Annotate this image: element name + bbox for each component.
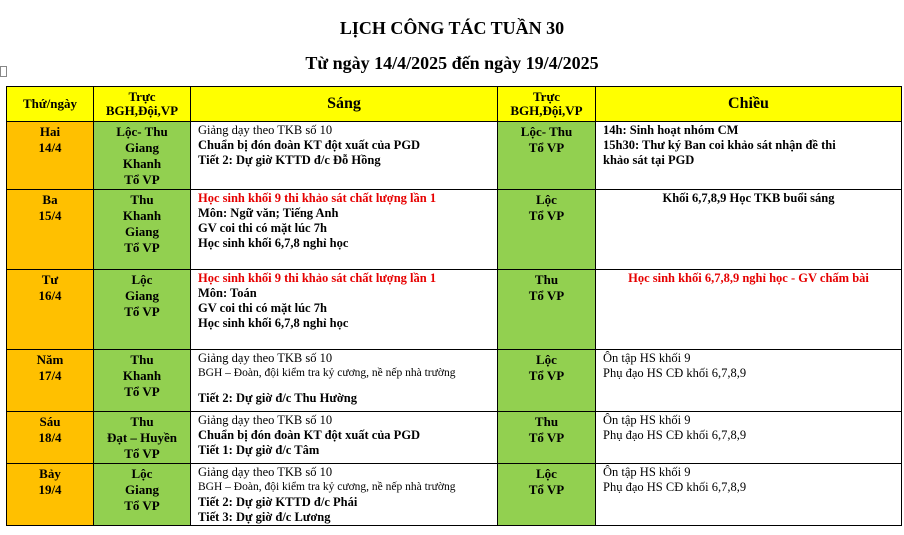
day-cell bbox=[7, 350, 94, 412]
morning-cell-line: GV coi thi có mặt lúc 7h bbox=[198, 301, 327, 315]
afternoon-cell-line: Ôn tập HS khối 9 bbox=[603, 465, 691, 479]
morning-cell-line: Học sinh khối 9 thi khảo sát chất lượng lần 1 bbox=[198, 271, 437, 285]
col-header-afternoon: Chiều bbox=[596, 87, 902, 122]
morning-cell-line: Giảng dạy theo TKB số 10 bbox=[198, 123, 333, 137]
col-header-day: Thứ/ngày bbox=[7, 87, 94, 122]
morning-cell-line: Tiết 3: Dự giờ đ/c Lương bbox=[198, 510, 331, 524]
day-cell-line: Bảy bbox=[39, 466, 61, 481]
duty-morning-cell-line: Tổ VP bbox=[124, 384, 160, 399]
page-subtitle: Từ ngày 14/4/2025 đến ngày 19/4/2025 bbox=[305, 53, 599, 73]
duty-morning-cell bbox=[94, 350, 191, 412]
day-cell bbox=[7, 464, 94, 526]
day-cell-line: Năm bbox=[36, 352, 64, 367]
duty-afternoon-cell-line: Thu bbox=[534, 272, 559, 287]
table-row bbox=[7, 190, 902, 270]
day-cell bbox=[7, 190, 94, 270]
morning-cell-line: GV coi thi có mặt lúc 7h bbox=[198, 221, 327, 235]
duty-afternoon-cell bbox=[498, 122, 596, 190]
day-cell-line: Hai bbox=[39, 124, 61, 139]
afternoon-cell bbox=[596, 190, 902, 270]
duty-morning-cell bbox=[94, 464, 191, 526]
morning-cell-line: Môn: Toán bbox=[198, 286, 257, 300]
afternoon-cell-line: Khối 6,7,8,9 Học TKB buổi sáng bbox=[662, 191, 835, 205]
col-header-duty-morning-line1: Trực bbox=[128, 89, 156, 104]
table-row bbox=[7, 412, 902, 464]
duty-morning-cell-line: Tổ VP bbox=[124, 446, 160, 461]
morning-cell-line: Chuẩn bị đón đoàn KT đột xuất của PGD bbox=[198, 428, 421, 442]
duty-morning-cell bbox=[94, 412, 191, 464]
duty-morning-cell-line: Thu bbox=[130, 192, 154, 207]
morning-cell-line: BGH – Đoàn, đội kiểm tra kỷ cương, nề nếp nhà trường bbox=[198, 481, 456, 493]
duty-morning-cell-line: Thu bbox=[130, 352, 154, 367]
afternoon-cell-line: Học sinh khối 6,7,8,9 nghỉ học - GV chấm bài bbox=[628, 271, 869, 285]
day-cell-line: Tư bbox=[41, 272, 59, 287]
col-header-duty-morning bbox=[94, 87, 191, 122]
duty-morning-cell-line: Đạt – Huyền bbox=[106, 430, 178, 445]
duty-afternoon-cell bbox=[498, 190, 596, 270]
day-cell-line: 15/4 bbox=[38, 208, 62, 223]
morning-cell-line: Học sinh khối 6,7,8 nghỉ học bbox=[198, 236, 349, 250]
page-title: LỊCH CÔNG TÁC TUẦN 30 bbox=[339, 18, 565, 38]
col-header-morning: Sáng bbox=[191, 87, 498, 122]
afternoon-cell bbox=[596, 270, 902, 350]
duty-morning-cell-line: Giang bbox=[125, 140, 159, 155]
afternoon-cell-line: Ôn tập HS khối 9 bbox=[603, 351, 691, 365]
duty-afternoon-cell-line: Lộc bbox=[536, 352, 557, 367]
afternoon-cell-line: 14h: Sinh hoạt nhóm CM bbox=[603, 123, 739, 137]
morning-cell-line: Giảng dạy theo TKB số 10 bbox=[198, 351, 333, 365]
morning-cell-line: BGH – Đoàn, đội kiểm tra kỷ cương, nề nếp nhà trường bbox=[198, 367, 456, 379]
table-row bbox=[7, 350, 902, 412]
col-header-duty-afternoon-line2: BGH,Đội,VP bbox=[510, 103, 583, 118]
duty-afternoon-cell-line: Tổ VP bbox=[528, 140, 565, 155]
duty-morning-cell-line: Khanh bbox=[122, 156, 162, 171]
day-cell bbox=[7, 122, 94, 190]
morning-cell bbox=[191, 190, 498, 270]
table-row bbox=[7, 122, 902, 190]
morning-cell-line: Học sinh khối 6,7,8 nghỉ học bbox=[198, 316, 349, 330]
afternoon-cell bbox=[596, 464, 902, 526]
duty-morning-cell-line: Khanh bbox=[122, 368, 162, 383]
day-cell-line: 18/4 bbox=[38, 430, 62, 445]
afternoon-cell bbox=[596, 122, 902, 190]
duty-afternoon-cell bbox=[498, 412, 596, 464]
morning-cell-line: Giảng dạy theo TKB số 10 bbox=[198, 465, 333, 479]
morning-cell bbox=[191, 122, 498, 190]
col-header-duty-morning-line2: BGH,Đội,VP bbox=[105, 103, 179, 118]
duty-afternoon-cell-line: Tổ VP bbox=[528, 368, 565, 383]
schedule-table bbox=[6, 86, 902, 526]
morning-cell bbox=[191, 412, 498, 464]
morning-cell-line: Học sinh khối 9 thi khảo sát chất lượng lần 1 bbox=[198, 191, 437, 205]
duty-afternoon-cell-line: Tổ VP bbox=[528, 430, 565, 445]
afternoon-cell-line: Phụ đạo HS CĐ khối 6,7,8,9 bbox=[603, 366, 747, 380]
morning-cell-line bbox=[198, 381, 490, 391]
duty-afternoon-cell-line: Lộc- Thu bbox=[520, 124, 573, 139]
day-cell-line: Sáu bbox=[39, 414, 61, 429]
duty-morning-cell bbox=[94, 270, 191, 350]
duty-afternoon-cell-line: Thu bbox=[534, 414, 559, 429]
day-cell bbox=[7, 412, 94, 464]
duty-afternoon-cell bbox=[498, 464, 596, 526]
day-cell-line: Ba bbox=[42, 192, 58, 207]
morning-cell-line: Tiết 2: Dự giờ KTTD đ/c Đỗ Hồng bbox=[198, 153, 381, 167]
duty-afternoon-cell-line: Tổ VP bbox=[528, 482, 565, 497]
morning-cell-line: Giảng dạy theo TKB số 10 bbox=[198, 413, 333, 427]
duty-afternoon-cell bbox=[498, 270, 596, 350]
duty-morning-cell-line: Giang bbox=[125, 224, 159, 239]
morning-cell-line: Môn: Ngữ văn; Tiếng Anh bbox=[198, 206, 339, 220]
duty-morning-cell-line: Lộc bbox=[131, 466, 153, 481]
day-cell-line: 17/4 bbox=[38, 368, 62, 383]
duty-morning-cell-line: Lộc bbox=[131, 272, 153, 287]
col-header-duty-afternoon-line1: Trực bbox=[532, 89, 561, 104]
duty-afternoon-cell-line: Lộc bbox=[536, 466, 557, 481]
table-row bbox=[7, 464, 902, 526]
duty-morning-cell-line: Tổ VP bbox=[124, 304, 160, 319]
afternoon-cell bbox=[596, 412, 902, 464]
duty-afternoon-cell-line: Lộc bbox=[536, 192, 557, 207]
morning-cell-line: Tiết 2: Dự giờ đ/c Thu Hường bbox=[198, 391, 357, 405]
morning-cell bbox=[191, 464, 498, 526]
duty-morning-cell-line: Giang bbox=[125, 482, 159, 497]
table-row bbox=[7, 270, 902, 350]
duty-afternoon-cell bbox=[498, 350, 596, 412]
col-header-duty-afternoon bbox=[498, 87, 596, 122]
afternoon-cell-line: Phụ đạo HS CĐ khối 6,7,8,9 bbox=[603, 428, 747, 442]
morning-cell-line: Tiết 1: Dự giờ đ/c Tâm bbox=[198, 443, 320, 457]
duty-morning-cell bbox=[94, 122, 191, 190]
afternoon-cell bbox=[596, 350, 902, 412]
day-cell bbox=[7, 270, 94, 350]
duty-morning-cell-line: Khanh bbox=[122, 208, 162, 223]
duty-morning-cell-line: Tổ VP bbox=[124, 172, 160, 187]
morning-cell-line: Tiết 2: Dự giờ KTTD đ/c Phái bbox=[198, 495, 358, 509]
day-cell-line: 19/4 bbox=[38, 482, 62, 497]
morning-cell bbox=[191, 270, 498, 350]
afternoon-cell-line: khảo sát tại PGD bbox=[603, 153, 695, 167]
morning-cell bbox=[191, 350, 498, 412]
duty-afternoon-cell-line: Tổ VP bbox=[528, 288, 565, 303]
day-cell-line: 16/4 bbox=[38, 288, 62, 303]
table-move-handle[interactable] bbox=[0, 66, 7, 77]
duty-morning-cell-line: Tổ VP bbox=[124, 240, 160, 255]
duty-morning-cell-line: Lộc- Thu bbox=[116, 124, 168, 139]
afternoon-cell-line: 15h30: Thư ký Ban coi khảo sát nhận đề thi bbox=[603, 138, 836, 152]
afternoon-cell-line: Ôn tập HS khối 9 bbox=[603, 413, 691, 427]
day-cell-line: 14/4 bbox=[38, 140, 62, 155]
header-row bbox=[7, 87, 902, 122]
morning-cell-line: Chuẩn bị đón đoàn KT đột xuất của PGD bbox=[198, 138, 421, 152]
duty-morning-cell-line: Thu bbox=[130, 414, 154, 429]
duty-morning-cell bbox=[94, 190, 191, 270]
afternoon-cell-line: Phụ đạo HS CĐ khối 6,7,8,9 bbox=[603, 480, 747, 494]
duty-afternoon-cell-line: Tổ VP bbox=[528, 208, 565, 223]
duty-morning-cell-line: Giang bbox=[125, 288, 159, 303]
duty-morning-cell-line: Tổ VP bbox=[124, 498, 160, 513]
